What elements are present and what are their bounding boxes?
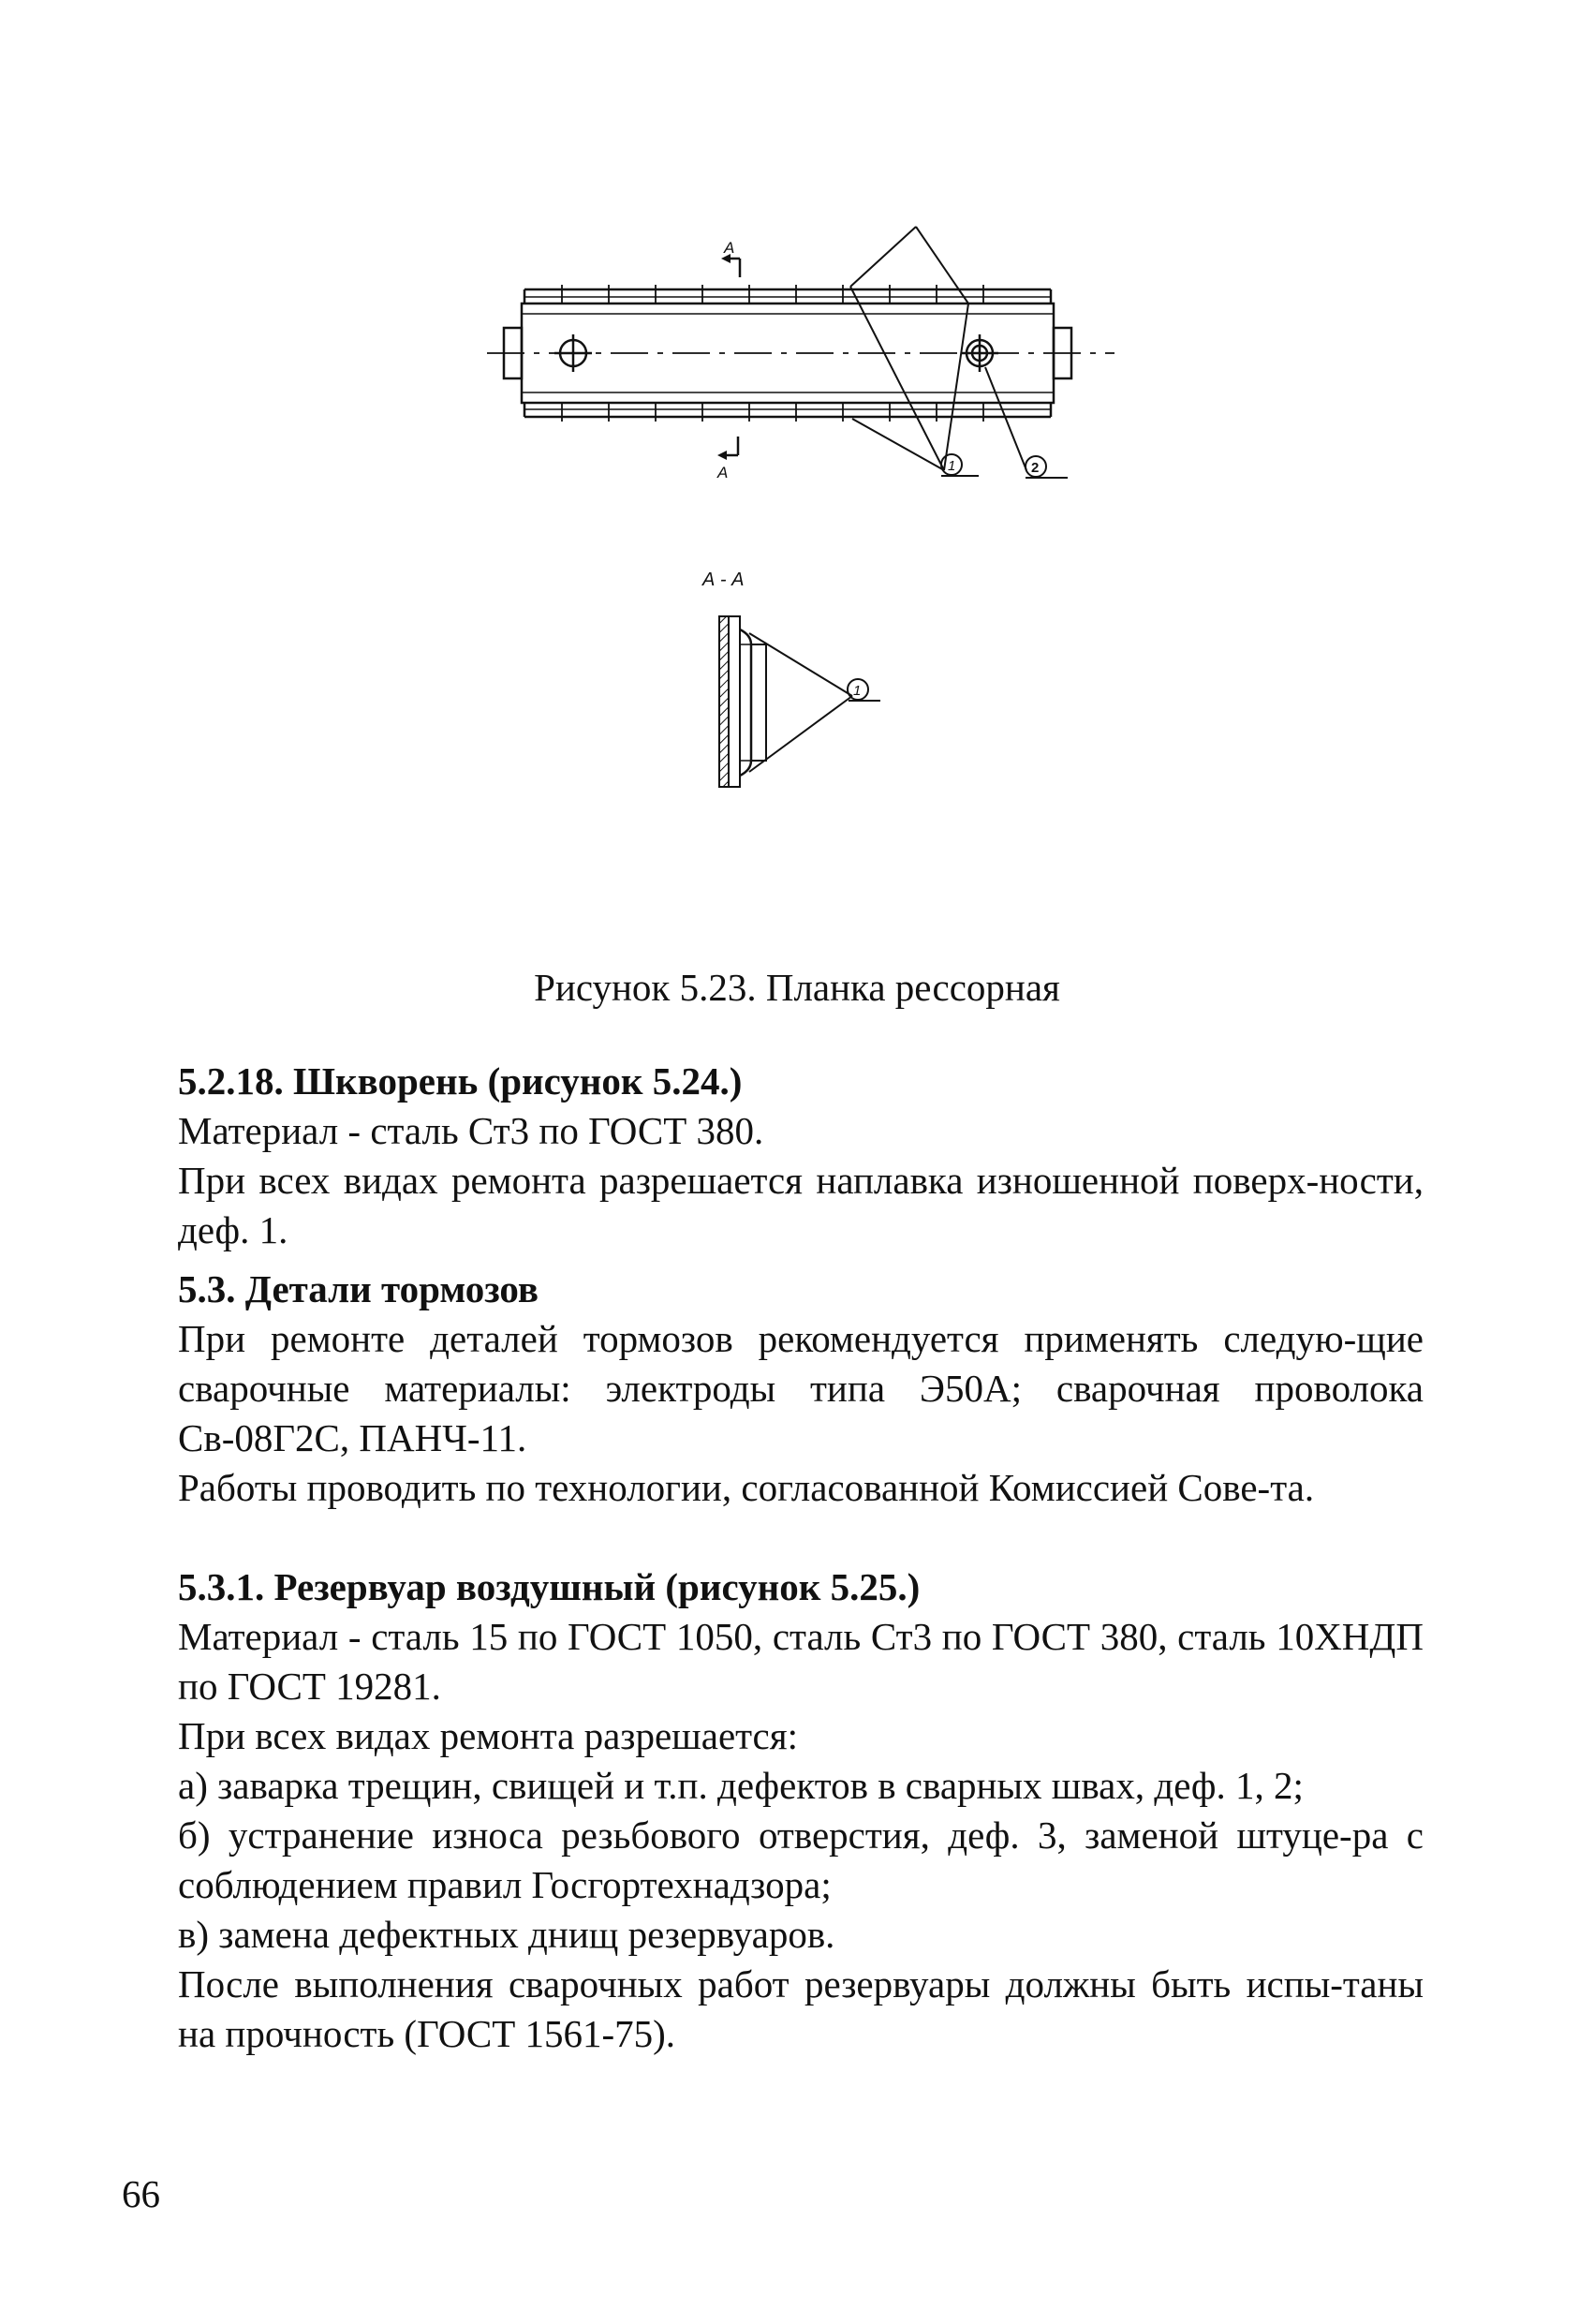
section-heading: 5.3.1. Резервуар воздушный (рисунок 5.25.)	[178, 1565, 921, 1608]
leaf-spring-plate-drawing	[468, 225, 1143, 824]
section-5-3	[178, 1265, 1424, 1513]
list-item-b: б) устранение износа резьбового отверстия, деф. 3, заменой штуце-ра с соблюдением правил Госгортехнадзора;	[178, 1813, 1424, 1906]
section-label: А - А	[702, 570, 745, 590]
repair-paragraph: При всех видах ремонта разрешается наплавка изношенной поверх-ности, деф. 1.	[178, 1159, 1424, 1251]
section-view	[719, 616, 880, 787]
callout-2-label: 2	[1031, 460, 1040, 476]
callout-1-label: 1	[948, 458, 956, 474]
allowed-line: При всех видах ремонта разрешается:	[178, 1714, 799, 1757]
callout-leaders	[850, 227, 1026, 470]
list-item-c: в) замена дефектных днищ резервуаров.	[178, 1913, 835, 1956]
final-paragraph: После выполнения сварочных работ резервуары должны быть испы-таны на прочность (ГОСТ 1561-75).	[178, 1962, 1424, 2055]
section-5-3-1	[178, 1562, 1424, 2059]
section-marker-bottom: А	[717, 464, 729, 481]
section-heading: 5.2.18. Шкворень (рисунок 5.24.)	[178, 1059, 743, 1103]
section-heading: 5.3. Детали тормозов	[178, 1267, 539, 1310]
figure-caption: Рисунок 5.23. Планка рессорная	[534, 966, 1060, 1009]
plan-view	[487, 227, 1114, 478]
list-item-a: а) заварка трещин, свищей и т.п. дефектов в сварных швах, деф. 1, 2;	[178, 1764, 1304, 1807]
callout-1-section-label: 1	[853, 683, 862, 699]
paragraph: Работы проводить по технологии, согласованной Комиссией Сове-та.	[178, 1466, 1315, 1509]
paragraph: При ремонте деталей тормозов рекомендуется применять следую-щие сварочные материалы: электроды типа Э50А; сварочная проволока Св-08Г2С, ПАНЧ-11.	[178, 1317, 1424, 1459]
section-5-2-18	[178, 1057, 1424, 1255]
material-line: Материал - сталь Ст3 по ГОСТ 380.	[178, 1109, 764, 1152]
material-paragraph: Материал - сталь 15 по ГОСТ 1050, сталь Ст3 по ГОСТ 380, сталь 10ХНДП по ГОСТ 19281.	[178, 1615, 1424, 1708]
page-number: 66	[122, 2172, 160, 2215]
figure-drawing	[468, 225, 1143, 824]
section-marker-top: А	[724, 239, 735, 257]
